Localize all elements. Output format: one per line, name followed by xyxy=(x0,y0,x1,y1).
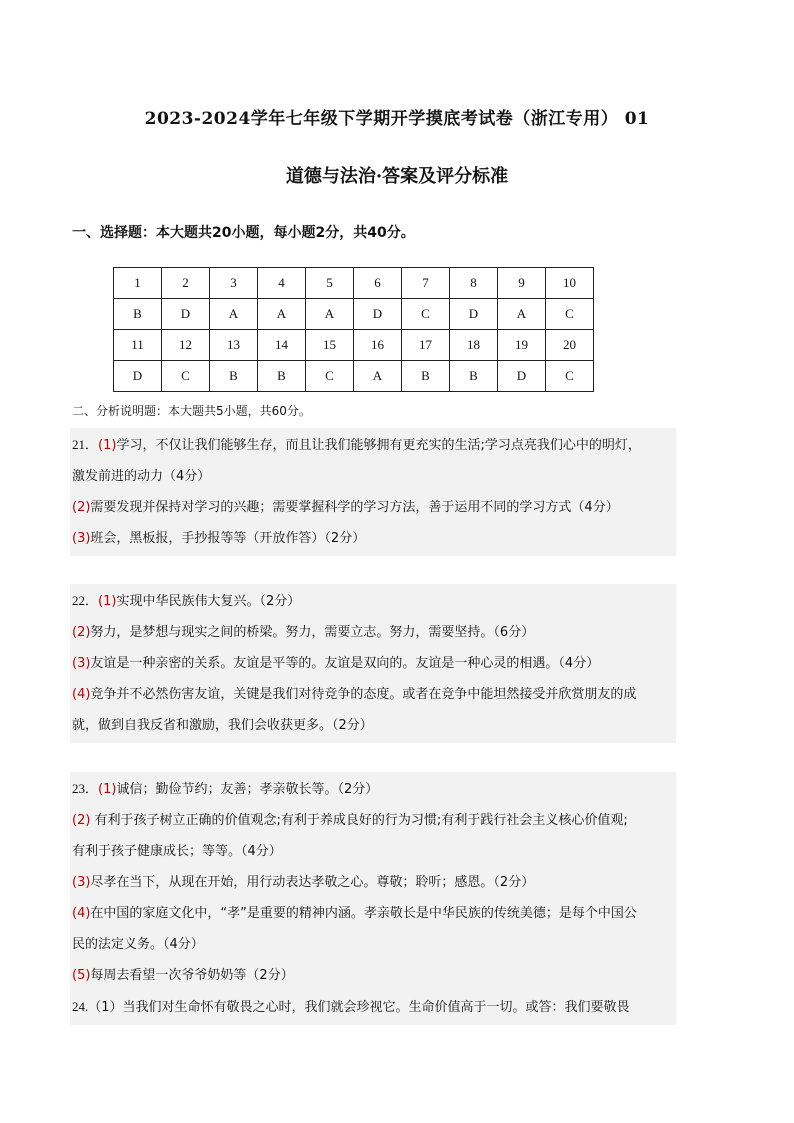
answer-line xyxy=(72,710,676,741)
question-number: 21． xyxy=(72,437,99,452)
answer-text: （1）当我们对生命怀有敬畏之心时，我们就会珍视它。生命价值高于一切。或答：我们要敬畏 xyxy=(88,1000,630,1015)
answer-line xyxy=(72,492,676,523)
question-number-cell: 17 xyxy=(402,330,450,361)
answer-text: 友谊是一种亲密的关系。友谊是平等的。友谊是双向的。友谊是一种心灵的相遇。（4分） xyxy=(90,656,600,671)
section-2-heading: 二、分析说明题：本大题共5小题，共60分。 xyxy=(72,404,311,418)
answer-cell: D xyxy=(450,299,498,330)
part-number: (4) xyxy=(72,906,91,921)
question-number-cell: 4 xyxy=(258,268,306,299)
question-21-answer xyxy=(70,428,676,556)
answer-cell: D xyxy=(114,361,162,392)
answer-cell: D xyxy=(162,299,210,330)
answer-cell: B xyxy=(450,361,498,392)
question-number-cell: 5 xyxy=(306,268,354,299)
answer-line xyxy=(72,773,676,805)
answer-line xyxy=(72,429,676,461)
question-number-cell: 16 xyxy=(354,330,402,361)
part-number: (5) xyxy=(72,968,91,983)
question-number-cell: 13 xyxy=(210,330,258,361)
exam-title: 2023-2024学年七年级下学期开学摸底考试卷（浙江专用） 01 xyxy=(144,109,650,129)
question-number-cell: 2 xyxy=(162,268,210,299)
answer-text: 需要发现并保持对学习的兴趣；需要掌握科学的学习方法，善于运用不同的学习方式（4分） xyxy=(90,500,619,515)
answer-text: 尽孝在当下，从现在开始，用行动表达孝敬之心。尊敬；聆听；感恩。（2分） xyxy=(90,875,535,890)
question-number-cell: 6 xyxy=(354,268,402,299)
question-number-cell: 3 xyxy=(210,268,258,299)
question-number-cell: 12 xyxy=(162,330,210,361)
answer-line xyxy=(72,617,676,648)
part-number: (1) xyxy=(98,782,117,797)
answer-line xyxy=(72,960,676,991)
answer-cell: A xyxy=(306,299,354,330)
question-number-cell: 14 xyxy=(258,330,306,361)
answer-table-row xyxy=(114,361,594,392)
answer-cell: D xyxy=(498,361,546,392)
answer-cell: A xyxy=(498,299,546,330)
answer-line xyxy=(72,898,676,929)
answer-table-row xyxy=(114,330,594,361)
answer-text: 竞争并不必然伤害友谊，关键是我们对待竞争的态度。或者在竞争中能坦然接受并欣赏朋友的成 xyxy=(90,687,637,702)
question-number: 23． xyxy=(72,781,99,796)
answer-line xyxy=(72,648,676,679)
question-22-answer xyxy=(70,584,676,743)
question-number-cell: 11 xyxy=(114,330,162,361)
answer-cell: C xyxy=(162,361,210,392)
question-number-cell: 7 xyxy=(402,268,450,299)
answer-line xyxy=(72,836,676,867)
answer-cell: A xyxy=(210,299,258,330)
part-number: (3) xyxy=(72,531,91,546)
question-number-cell: 10 xyxy=(546,268,594,299)
answer-table-row xyxy=(114,299,594,330)
answer-text: 努力，是梦想与现实之间的桥梁。努力，需要立志。努力，需要坚持。（6分） xyxy=(90,625,535,640)
answer-cell: D xyxy=(354,299,402,330)
answer-line xyxy=(72,679,676,710)
answer-cell: B xyxy=(258,361,306,392)
answer-cell: C xyxy=(402,299,450,330)
answer-cell: B xyxy=(210,361,258,392)
answer-cell: B xyxy=(402,361,450,392)
question-number: 22． xyxy=(72,593,99,608)
answer-text: 每周去看望一次爷爷奶奶等（2分） xyxy=(90,968,294,983)
part-number: (1) xyxy=(98,594,117,609)
answer-cell: A xyxy=(354,361,402,392)
answer-text: 就，做到自我反省和激励，我们会收获更多。（2分） xyxy=(72,718,373,733)
section-1-heading: 一、选择题：本大题共20小题，每小题2分，共40分。 xyxy=(72,225,415,241)
answer-table-row xyxy=(114,268,594,299)
answer-line xyxy=(72,523,676,554)
answer-line xyxy=(72,929,676,960)
answer-cell: B xyxy=(114,299,162,330)
answer-text: 有利于孩子健康成长；等等。（4分） xyxy=(72,844,282,859)
answer-text: 学习，不仅让我们能够生存，而且让我们能够拥有更充实的生活;学习点亮我们心中的明灯， xyxy=(116,438,641,453)
answer-text: 激发前进的动力（4分） xyxy=(72,469,211,484)
question-number-cell: 20 xyxy=(546,330,594,361)
part-number: (3) xyxy=(72,656,91,671)
answer-cell: C xyxy=(546,299,594,330)
answer-text: 实现中华民族伟大复兴。（2分） xyxy=(116,594,301,609)
answer-text: 有利于孩子树立正确的价值观念;有利于养成良好的行为习惯;有利于践行社会主义核心价值观; xyxy=(90,813,628,828)
exam-subtitle: 道德与法治·答案及评分标准 xyxy=(285,166,509,187)
answer-cell: A xyxy=(258,299,306,330)
answer-line xyxy=(72,461,676,492)
answer-table xyxy=(113,267,594,392)
answer-line xyxy=(72,585,676,617)
question-23-answer xyxy=(70,772,676,1025)
question-number-cell: 9 xyxy=(498,268,546,299)
question-number-cell: 8 xyxy=(450,268,498,299)
question-number-cell: 15 xyxy=(306,330,354,361)
part-number: (4) xyxy=(72,687,91,702)
question-number-cell: 1 xyxy=(114,268,162,299)
answer-text: 民的法定义务。（4分） xyxy=(72,937,204,952)
answer-line xyxy=(72,867,676,898)
answer-text: 在中国的家庭文化中，“孝”是重要的精神内涵。孝亲敬长是中华民族的传统美德；是每个中国公 xyxy=(90,906,637,921)
answer-line xyxy=(72,991,676,1023)
answer-text: 诚信；勤俭节约；友善；孝亲敬长等。（2分） xyxy=(116,782,379,797)
question-number-cell: 18 xyxy=(450,330,498,361)
question-number-cell: 19 xyxy=(498,330,546,361)
part-number: (3) xyxy=(72,875,91,890)
part-number: (2) xyxy=(72,625,91,640)
answer-cell: C xyxy=(546,361,594,392)
part-number: (1) xyxy=(98,438,117,453)
part-number: (2) xyxy=(72,500,91,515)
answer-line xyxy=(72,805,676,836)
answer-cell: C xyxy=(306,361,354,392)
question-number: 24. xyxy=(72,999,89,1014)
answer-text: 班会，黑板报，手抄报等等（开放作答）（2分） xyxy=(90,531,366,546)
part-number: (2) xyxy=(72,813,91,828)
